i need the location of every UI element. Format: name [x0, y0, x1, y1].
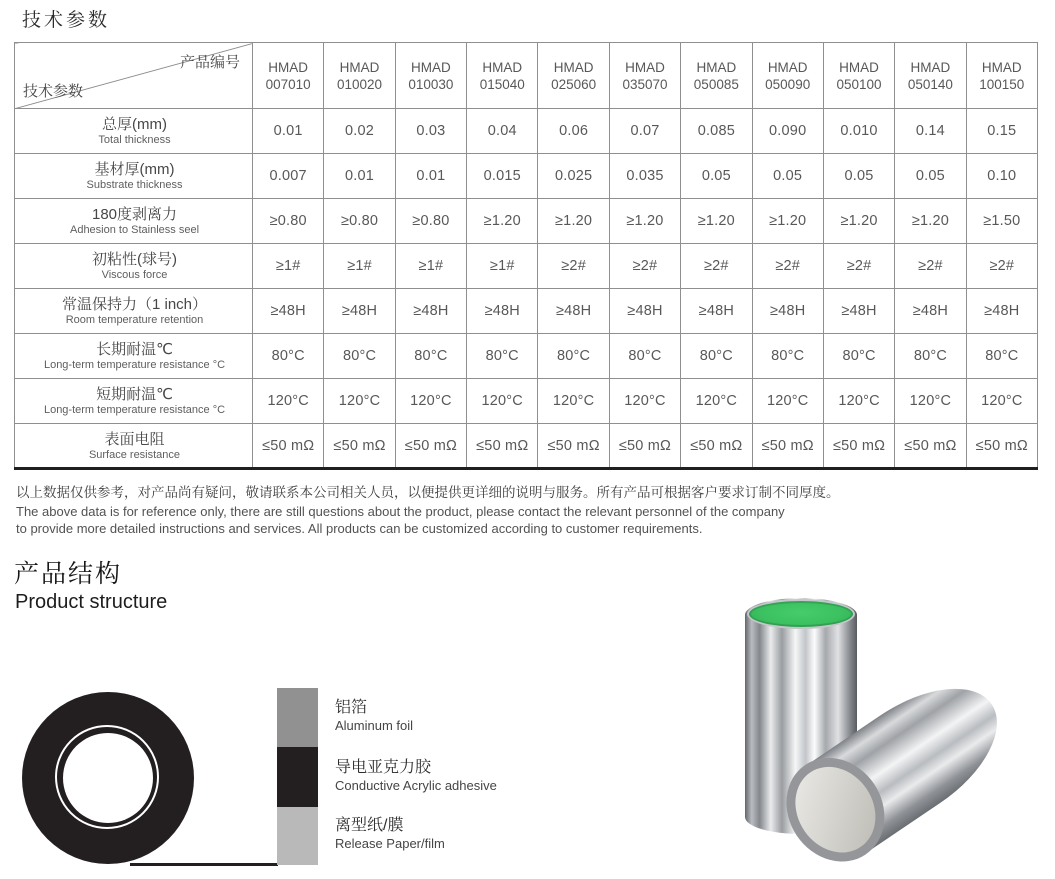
spec-cell: ≥2#	[681, 244, 752, 289]
spec-cell: 0.015	[467, 154, 538, 199]
product-code-header: HMAD 035070	[609, 43, 680, 109]
spec-cell: ≤50 mΩ	[609, 424, 680, 469]
spec-cell: ≤50 mΩ	[538, 424, 609, 469]
layer-label: 导电亚克力胶 Conductive Acrylic adhesive	[335, 759, 497, 793]
spec-cell: 80°C	[467, 334, 538, 379]
spec-cell: 120°C	[467, 379, 538, 424]
layer-segment	[277, 747, 318, 807]
spec-cell: 80°C	[895, 334, 966, 379]
spec-row	[15, 244, 1038, 289]
spec-cell: 0.01	[395, 154, 466, 199]
spec-cell: 0.035	[609, 154, 680, 199]
spec-cell: ≤50 mΩ	[253, 424, 324, 469]
tape-roll-diagram	[22, 692, 194, 864]
product-code-header: HMAD 050090	[752, 43, 823, 109]
spec-cell: ≥1.20	[752, 199, 823, 244]
spec-cell: ≥48H	[395, 289, 466, 334]
spec-cell: ≥1.20	[609, 199, 680, 244]
spec-row-label: 常温保持力（1 inch） Room temperature retention	[15, 289, 253, 334]
spec-cell: 120°C	[324, 379, 395, 424]
spec-cell: 120°C	[895, 379, 966, 424]
product-structure-title-en: Product structure	[15, 591, 168, 613]
layer-label: 铝箔 Aluminum foil	[335, 699, 414, 733]
spec-row-label: 表面电阻 Surface resistance	[15, 424, 253, 469]
spec-cell: ≤50 mΩ	[467, 424, 538, 469]
spec-cell: ≥2#	[966, 244, 1037, 289]
spec-row-label: 短期耐温℃ Long-term temperature resistance °C	[15, 379, 253, 424]
spec-cell: 0.05	[681, 154, 752, 199]
spec-cell: 0.15	[966, 109, 1037, 154]
spec-row	[15, 109, 1038, 154]
spec-cell: 0.007	[253, 154, 324, 199]
spec-row-label: 初粘性(球号) Viscous force	[15, 244, 253, 289]
spec-cell: ≥1.20	[895, 199, 966, 244]
product-code-header: HMAD 100150	[966, 43, 1037, 109]
tech-params-table	[14, 42, 1038, 470]
layer-label: 离型纸/膜 Release Paper/film	[335, 817, 445, 851]
spec-cell: ≤50 mΩ	[895, 424, 966, 469]
spec-cell: ≥2#	[538, 244, 609, 289]
spec-cell: 0.01	[324, 154, 395, 199]
table-corner-cell	[15, 43, 253, 109]
tape-roll-core-hole	[63, 733, 153, 823]
spec-cell: ≥1.50	[966, 199, 1037, 244]
spec-cell: 80°C	[609, 334, 680, 379]
spec-row-label: 180度剥离力 Adhesion to Stainless seel	[15, 199, 253, 244]
spec-cell: 80°C	[395, 334, 466, 379]
spec-cell: ≤50 mΩ	[966, 424, 1037, 469]
spec-cell: ≥2#	[609, 244, 680, 289]
layer-labels	[335, 688, 635, 873]
spec-cell: 80°C	[966, 334, 1037, 379]
spec-cell: 0.05	[752, 154, 823, 199]
spec-cell: ≥0.80	[324, 199, 395, 244]
spec-cell: 80°C	[752, 334, 823, 379]
spec-cell: 0.06	[538, 109, 609, 154]
spec-cell: ≥48H	[823, 289, 894, 334]
product-code-header: HMAD 010020	[324, 43, 395, 109]
spec-cell: 0.05	[823, 154, 894, 199]
spec-cell: 120°C	[609, 379, 680, 424]
spec-cell: 120°C	[823, 379, 894, 424]
spec-cell: ≥1#	[324, 244, 395, 289]
spec-cell: 0.090	[752, 109, 823, 154]
spec-cell: ≥48H	[253, 289, 324, 334]
spec-cell: ≥1.20	[681, 199, 752, 244]
spec-cell: ≥48H	[752, 289, 823, 334]
note-zh: 以上数据仅供参考，对产品尚有疑问，敬请联系本公司相关人员，以便提供更详细的说明与服务。所有产品可根据客户要求订制不同厚度。	[16, 485, 840, 500]
product-code-header: HMAD 050085	[681, 43, 752, 109]
corner-product-code-label: 产品编号	[179, 54, 240, 71]
spec-cell: 0.010	[823, 109, 894, 154]
note-en	[16, 503, 1046, 537]
spec-row-label: 基材厚(mm) Substrate thickness	[15, 154, 253, 199]
spec-cell: ≥48H	[538, 289, 609, 334]
note-en-line2: to provide more detailed instructions and services. All products can be customized according to customer requirements.	[16, 521, 703, 536]
corner-tech-params-label: 技术参数	[23, 83, 84, 100]
product-code-header: HMAD 050100	[823, 43, 894, 109]
spec-cell: 80°C	[681, 334, 752, 379]
product-structure-title-zh: 产品结构	[14, 560, 123, 588]
spec-cell: ≥1#	[467, 244, 538, 289]
product-code-header: HMAD 025060	[538, 43, 609, 109]
spec-cell: 120°C	[681, 379, 752, 424]
product-code-header: HMAD 007010	[253, 43, 324, 109]
spec-cell: ≤50 mΩ	[681, 424, 752, 469]
spec-cell: 0.14	[895, 109, 966, 154]
spec-cell: ≥2#	[823, 244, 894, 289]
spec-cell: ≥0.80	[253, 199, 324, 244]
spec-cell: ≥1.20	[467, 199, 538, 244]
spec-cell: 0.10	[966, 154, 1037, 199]
product-photo	[680, 570, 1055, 879]
spec-cell: ≥2#	[895, 244, 966, 289]
layer-stack	[277, 688, 318, 865]
spec-cell: ≥1#	[395, 244, 466, 289]
product-code-header: HMAD 015040	[467, 43, 538, 109]
spec-cell: ≥48H	[467, 289, 538, 334]
spec-cell: ≤50 mΩ	[823, 424, 894, 469]
table-header-row	[15, 43, 1038, 109]
standing-roll-green-top	[747, 599, 855, 629]
spec-row	[15, 424, 1038, 469]
spec-cell: ≥48H	[609, 289, 680, 334]
product-code-header: HMAD 050140	[895, 43, 966, 109]
spec-cell: 80°C	[823, 334, 894, 379]
spec-cell: ≥48H	[681, 289, 752, 334]
spec-cell: 0.05	[895, 154, 966, 199]
spec-cell: 0.03	[395, 109, 466, 154]
spec-cell: ≥0.80	[395, 199, 466, 244]
spec-cell: 120°C	[538, 379, 609, 424]
spec-row	[15, 379, 1038, 424]
spec-row	[15, 334, 1038, 379]
spec-row	[15, 154, 1038, 199]
spec-cell: 120°C	[253, 379, 324, 424]
layer-segment	[277, 688, 318, 747]
spec-cell: ≤50 mΩ	[752, 424, 823, 469]
spec-cell: 0.01	[253, 109, 324, 154]
note-en-line1: The above data is for reference only, there are still questions about the product, please contact the relevant personnel of the company	[16, 504, 785, 519]
spec-cell: 0.07	[609, 109, 680, 154]
tech-params-title: 技术参数	[22, 10, 111, 31]
spec-cell: 80°C	[324, 334, 395, 379]
spec-cell: 80°C	[538, 334, 609, 379]
spec-cell: 0.025	[538, 154, 609, 199]
spec-cell: 0.02	[324, 109, 395, 154]
spec-row	[15, 289, 1038, 334]
spec-row-label: 长期耐温℃ Long-term temperature resistance °C	[15, 334, 253, 379]
spec-cell: 120°C	[752, 379, 823, 424]
tape-strip-line	[130, 863, 278, 866]
spec-cell: ≥2#	[752, 244, 823, 289]
spec-cell: ≥1.20	[823, 199, 894, 244]
spec-cell: 80°C	[253, 334, 324, 379]
spec-cell: 0.085	[681, 109, 752, 154]
layer-segment	[277, 807, 318, 865]
spec-cell: ≥48H	[966, 289, 1037, 334]
spec-cell: 120°C	[395, 379, 466, 424]
spec-cell: ≥48H	[895, 289, 966, 334]
spec-cell: ≥1.20	[538, 199, 609, 244]
spec-row-label: 总厚(mm) Total thickness	[15, 109, 253, 154]
spec-cell: ≥48H	[324, 289, 395, 334]
spec-cell: 0.04	[467, 109, 538, 154]
spec-cell: ≥1#	[253, 244, 324, 289]
product-code-header: HMAD 010030	[395, 43, 466, 109]
spec-cell: 120°C	[966, 379, 1037, 424]
spec-cell: ≤50 mΩ	[324, 424, 395, 469]
spec-row	[15, 199, 1038, 244]
spec-cell: ≤50 mΩ	[395, 424, 466, 469]
